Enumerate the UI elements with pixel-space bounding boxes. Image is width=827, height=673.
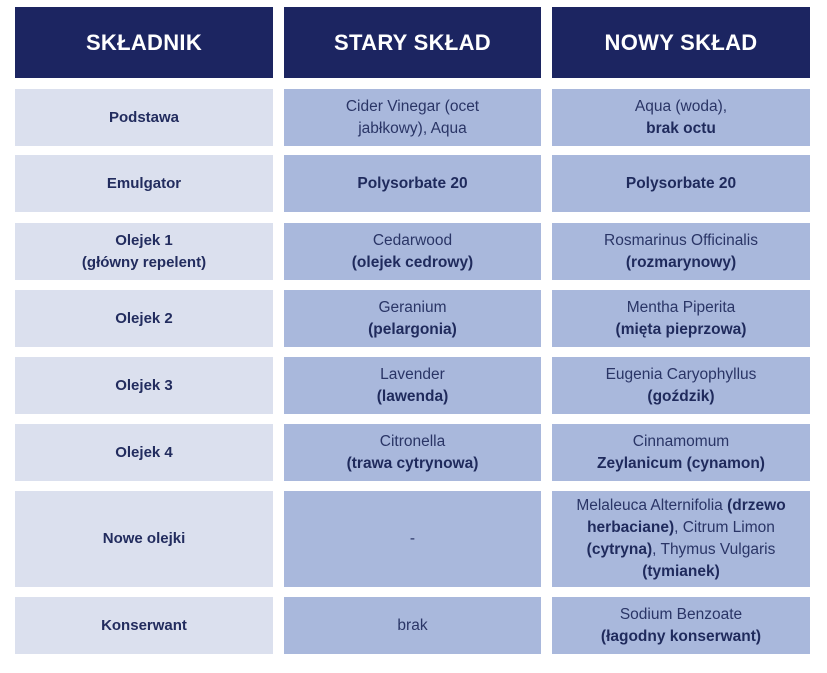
old-composition-cell	[284, 597, 541, 654]
bold-text: (łagodny konserwant)	[600, 627, 762, 645]
text: jabłkowy), Aqua	[358, 119, 467, 137]
cell-line	[346, 96, 479, 118]
old-composition-cell	[284, 424, 541, 481]
header-new-composition: NOWY SKŁAD	[552, 7, 810, 78]
bold-text: (cytryna)	[586, 541, 653, 558]
cell-line	[626, 252, 736, 274]
new-composition-cell	[552, 357, 810, 414]
bold-text: (trawa cytrynowa)	[346, 454, 479, 472]
bold-text: herbaciane)	[587, 519, 675, 536]
cell-line	[377, 386, 448, 408]
cell-line	[606, 364, 757, 386]
ingredient-cell	[15, 89, 273, 146]
ingredient-label: Podstawa	[108, 108, 180, 126]
text: brak	[397, 616, 428, 634]
new-composition-cell	[552, 89, 810, 146]
text: Citronella	[379, 432, 446, 450]
cell-line	[626, 173, 736, 195]
new-composition-cell	[552, 491, 810, 587]
cell-line	[635, 96, 727, 118]
cell-line	[380, 431, 445, 453]
ingredient-cell	[15, 597, 273, 654]
cell-line	[627, 297, 736, 319]
cell-line	[616, 319, 747, 341]
cell-line	[378, 297, 446, 319]
ingredient-label: Emulgator	[106, 174, 182, 192]
text: Cinnamomum	[632, 432, 730, 450]
cell-line	[620, 604, 742, 626]
cell-line	[373, 230, 452, 252]
cell-line	[633, 431, 729, 453]
text: Aqua (woda),	[634, 97, 728, 115]
cell-line	[647, 386, 714, 408]
new-composition-cell	[552, 290, 810, 347]
cell-line	[358, 118, 467, 140]
text: Mentha Piperita	[626, 298, 736, 316]
bold-text: Polysorbate 20	[625, 174, 737, 192]
ingredient-cell	[15, 424, 273, 481]
text: Rosmarinus Officinalis	[604, 231, 758, 249]
ingredient-label: Konserwant	[101, 616, 187, 634]
cell-line	[646, 118, 716, 140]
text: Cider Vinegar (ocet	[345, 97, 480, 115]
ingredient-label: (główny repelent)	[81, 253, 207, 271]
new-composition-cell	[552, 424, 810, 481]
bold-text: (olejek cedrowy)	[351, 253, 474, 271]
old-composition-cell	[284, 223, 541, 280]
bold-text: (rozmarynowy)	[625, 253, 737, 271]
bold-text: Polysorbate 20	[357, 174, 468, 192]
new-composition-cell	[552, 155, 810, 212]
cell-line	[410, 528, 415, 550]
ingredient-cell	[15, 357, 273, 414]
cell-line	[601, 626, 761, 648]
text: Melaleuca Alternifolia	[576, 497, 728, 514]
old-composition-cell	[284, 491, 541, 587]
ingredient-label: Olejek 3	[115, 376, 173, 394]
text: , Thymus Vulgaris	[652, 541, 776, 558]
ingredient-cell	[15, 290, 273, 347]
ingredient-cell	[15, 155, 273, 212]
cell-line	[347, 453, 479, 475]
text: , Citrum Limon	[674, 519, 775, 536]
header-ingredient: SKŁADNIK	[15, 7, 273, 78]
ingredient-cell	[15, 223, 273, 280]
bold-text: (lawenda)	[376, 387, 449, 405]
cell-line	[604, 230, 758, 252]
old-composition-cell	[284, 155, 541, 212]
cell-line	[576, 495, 785, 517]
cell-line	[587, 517, 775, 539]
text: Cedarwood	[372, 231, 453, 249]
new-composition-cell	[552, 223, 810, 280]
cell-line	[368, 319, 457, 341]
text: Eugenia Caryophyllus	[605, 365, 757, 383]
old-composition-cell	[284, 357, 541, 414]
bold-text: brak octu	[646, 119, 716, 137]
bold-text: Zeylanicum (cynamon)	[597, 454, 765, 472]
ingredient-cell	[15, 491, 273, 587]
bold-text: (mięta pieprzowa)	[615, 320, 747, 338]
cell-line	[597, 453, 765, 475]
bold-text: (goździk)	[647, 387, 715, 405]
old-composition-cell	[284, 89, 541, 146]
cell-line	[642, 561, 720, 583]
ingredient-label: Olejek 2	[115, 309, 173, 327]
bold-text: (drzewo	[727, 497, 786, 514]
ingredient-label: Olejek 4	[115, 443, 173, 461]
cell-line	[587, 539, 776, 561]
text: Sodium Benzoate	[619, 605, 743, 623]
new-composition-cell	[552, 597, 810, 654]
ingredient-label: Nowe olejki	[102, 530, 186, 547]
bold-text: (tymianek)	[642, 563, 720, 580]
cell-line	[380, 364, 445, 386]
text: Lavender	[380, 365, 445, 383]
cell-line	[357, 173, 467, 195]
header-old-composition: STARY SKŁAD	[284, 7, 541, 78]
text: Geranium	[378, 298, 447, 316]
text: -	[409, 530, 416, 547]
old-composition-cell	[284, 290, 541, 347]
cell-line	[397, 615, 427, 637]
bold-text: (pelargonia)	[368, 320, 457, 338]
cell-line	[352, 252, 473, 274]
ingredient-label: Olejek 1	[115, 231, 173, 249]
